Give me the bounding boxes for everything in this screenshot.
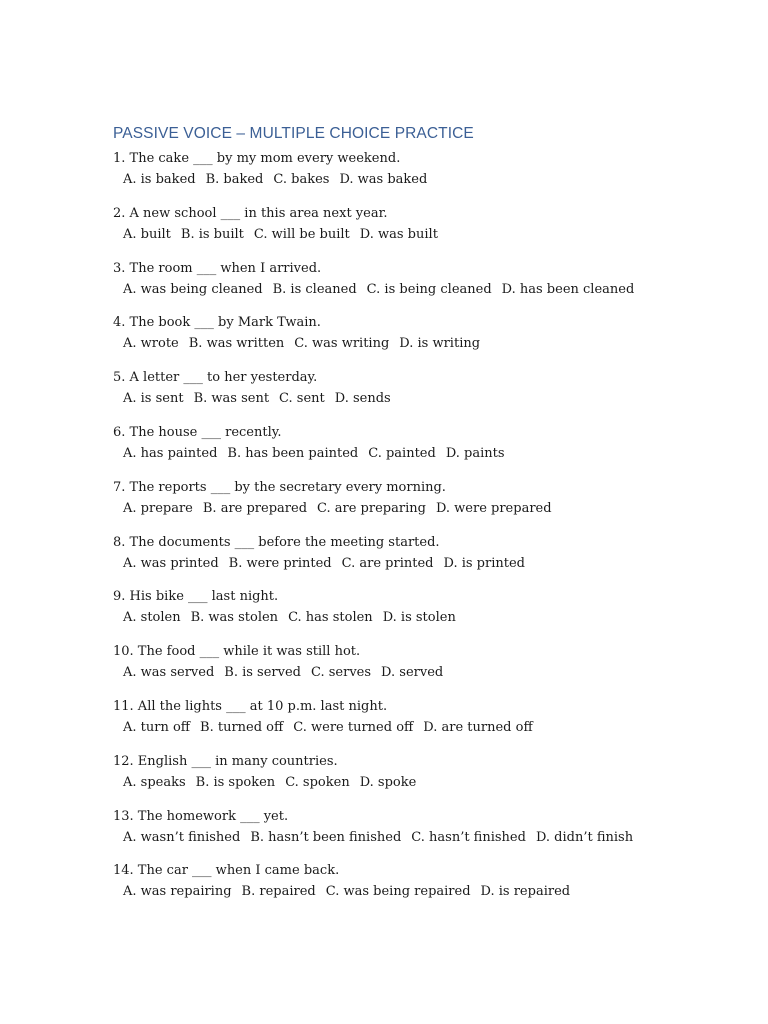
question-item xyxy=(113,532,733,587)
question-item xyxy=(113,422,733,477)
question-item xyxy=(113,477,733,532)
question-item xyxy=(113,806,733,861)
question-text: 5. A letter ___ to her yesterday. xyxy=(113,370,318,386)
answer-option: C. are printed xyxy=(341,555,434,571)
answer-option: A. was served xyxy=(123,665,215,681)
answer-option: B. was sent xyxy=(193,391,270,407)
answer-option: C. spoken xyxy=(285,774,350,790)
answer-options xyxy=(113,498,733,519)
question-list xyxy=(113,148,733,915)
question-item xyxy=(113,312,733,367)
question-item xyxy=(113,203,733,258)
answer-options xyxy=(113,279,733,300)
question-text: 1. The cake ___ by my mom every weekend. xyxy=(113,151,401,166)
answer-option: C. were turned off xyxy=(293,719,414,735)
answer-option: A. wasn’t finished xyxy=(123,829,241,845)
answer-option: C. are preparing xyxy=(317,500,426,516)
answer-option: C. sent xyxy=(279,391,325,407)
answer-option: D. is printed xyxy=(443,555,525,571)
answer-option: D. were prepared xyxy=(435,500,552,516)
page-title: PASSIVE VOICE – MULTIPLE CHOICE PRACTICE xyxy=(113,125,474,142)
answer-option: A. prepare xyxy=(123,500,193,516)
answer-option: B. was stolen xyxy=(190,610,279,626)
answer-options xyxy=(113,443,733,464)
answer-option: B. are prepared xyxy=(202,500,308,516)
answer-option: B. were printed xyxy=(228,555,332,571)
answer-option: B. hasn’t been finished xyxy=(250,829,402,845)
answer-option: C. serves xyxy=(311,665,372,681)
answer-option: A. was printed xyxy=(123,555,219,571)
question-text: 6. The house ___ recently. xyxy=(113,424,282,440)
answer-option: B. was written xyxy=(188,336,285,352)
answer-option: D. is writing xyxy=(399,336,481,352)
answer-option: C. hasn’t finished xyxy=(411,829,526,845)
answer-options xyxy=(113,333,733,354)
answer-option: C. was being repaired xyxy=(325,884,471,900)
question-item xyxy=(113,860,733,915)
question-item xyxy=(113,586,733,641)
question-text: 9. His bike ___ last night. xyxy=(113,589,279,605)
answer-option: A. was repairing xyxy=(123,884,232,900)
question-text: 10. The food ___ while it was still hot. xyxy=(113,644,361,660)
question-item xyxy=(113,696,733,751)
answer-option: A. built xyxy=(123,226,171,242)
question-text: 7. The reports ___ by the secretary every morning. xyxy=(113,479,446,495)
answer-option: C. will be built xyxy=(253,226,350,242)
question-item xyxy=(113,258,733,313)
answer-options xyxy=(113,607,733,628)
answer-option: C. has stolen xyxy=(288,610,373,626)
answer-option: D. spoke xyxy=(359,774,417,790)
answer-option: D. was built xyxy=(359,226,438,242)
question-text: 3. The room ___ when I arrived. xyxy=(113,260,322,276)
answer-option: B. is built xyxy=(180,226,244,242)
answer-options xyxy=(113,553,733,574)
question-text: 4. The book ___ by Mark Twain. xyxy=(113,315,321,331)
answer-option: D. sends xyxy=(334,391,391,407)
answer-option: A. speaks xyxy=(123,774,186,790)
answer-option: B. baked xyxy=(205,172,264,187)
question-text: 14. The car ___ when I came back. xyxy=(113,863,340,879)
answer-option: A. has painted xyxy=(123,445,218,461)
answer-options xyxy=(113,827,733,848)
answer-options xyxy=(113,662,733,683)
answer-option: B. repaired xyxy=(241,884,316,900)
answer-options xyxy=(113,772,733,793)
answer-option: D. are turned off xyxy=(423,719,533,735)
answer-options xyxy=(113,717,733,738)
answer-option: A. wrote xyxy=(123,336,179,352)
answer-option: B. is cleaned xyxy=(272,281,357,297)
question-item xyxy=(113,751,733,806)
answer-option: B. turned off xyxy=(200,719,284,735)
answer-options xyxy=(113,224,733,245)
answer-option: C. was writing xyxy=(294,336,390,352)
answer-option: D. served xyxy=(381,665,444,681)
question-item xyxy=(113,367,733,422)
answer-option: A. is baked xyxy=(123,172,196,187)
answer-option: D. has been cleaned xyxy=(501,281,635,297)
answer-options xyxy=(113,388,733,409)
answer-option: B. is spoken xyxy=(195,774,276,790)
question-item xyxy=(113,148,733,203)
question-item xyxy=(113,641,733,696)
answer-options xyxy=(113,169,733,190)
answer-option: C. painted xyxy=(368,445,436,461)
answer-option: A. was being cleaned xyxy=(123,281,263,297)
answer-option: C. is being cleaned xyxy=(366,281,492,297)
question-text: 13. The homework ___ yet. xyxy=(113,808,289,824)
answer-option: D. was baked xyxy=(339,172,428,187)
answer-option: A. is sent xyxy=(123,391,184,407)
answer-option: D. didn’t finish xyxy=(535,829,634,845)
question-text: 2. A new school ___ in this area next year. xyxy=(113,205,388,221)
answer-option: C. bakes xyxy=(273,172,330,187)
answer-option: A. turn off xyxy=(123,719,191,735)
answer-option: D. is repaired xyxy=(480,884,571,900)
answer-option: D. paints xyxy=(445,445,505,461)
question-text: 12. English ___ in many countries. xyxy=(113,753,338,769)
answer-options xyxy=(113,881,733,902)
question-text: 11. All the lights ___ at 10 p.m. last night. xyxy=(113,698,388,714)
answer-option: A. stolen xyxy=(123,610,181,626)
question-text: 8. The documents ___ before the meeting started. xyxy=(113,534,440,550)
answer-option: D. is stolen xyxy=(382,610,456,626)
answer-option: B. is served xyxy=(224,665,301,681)
answer-option: B. has been painted xyxy=(227,445,359,461)
